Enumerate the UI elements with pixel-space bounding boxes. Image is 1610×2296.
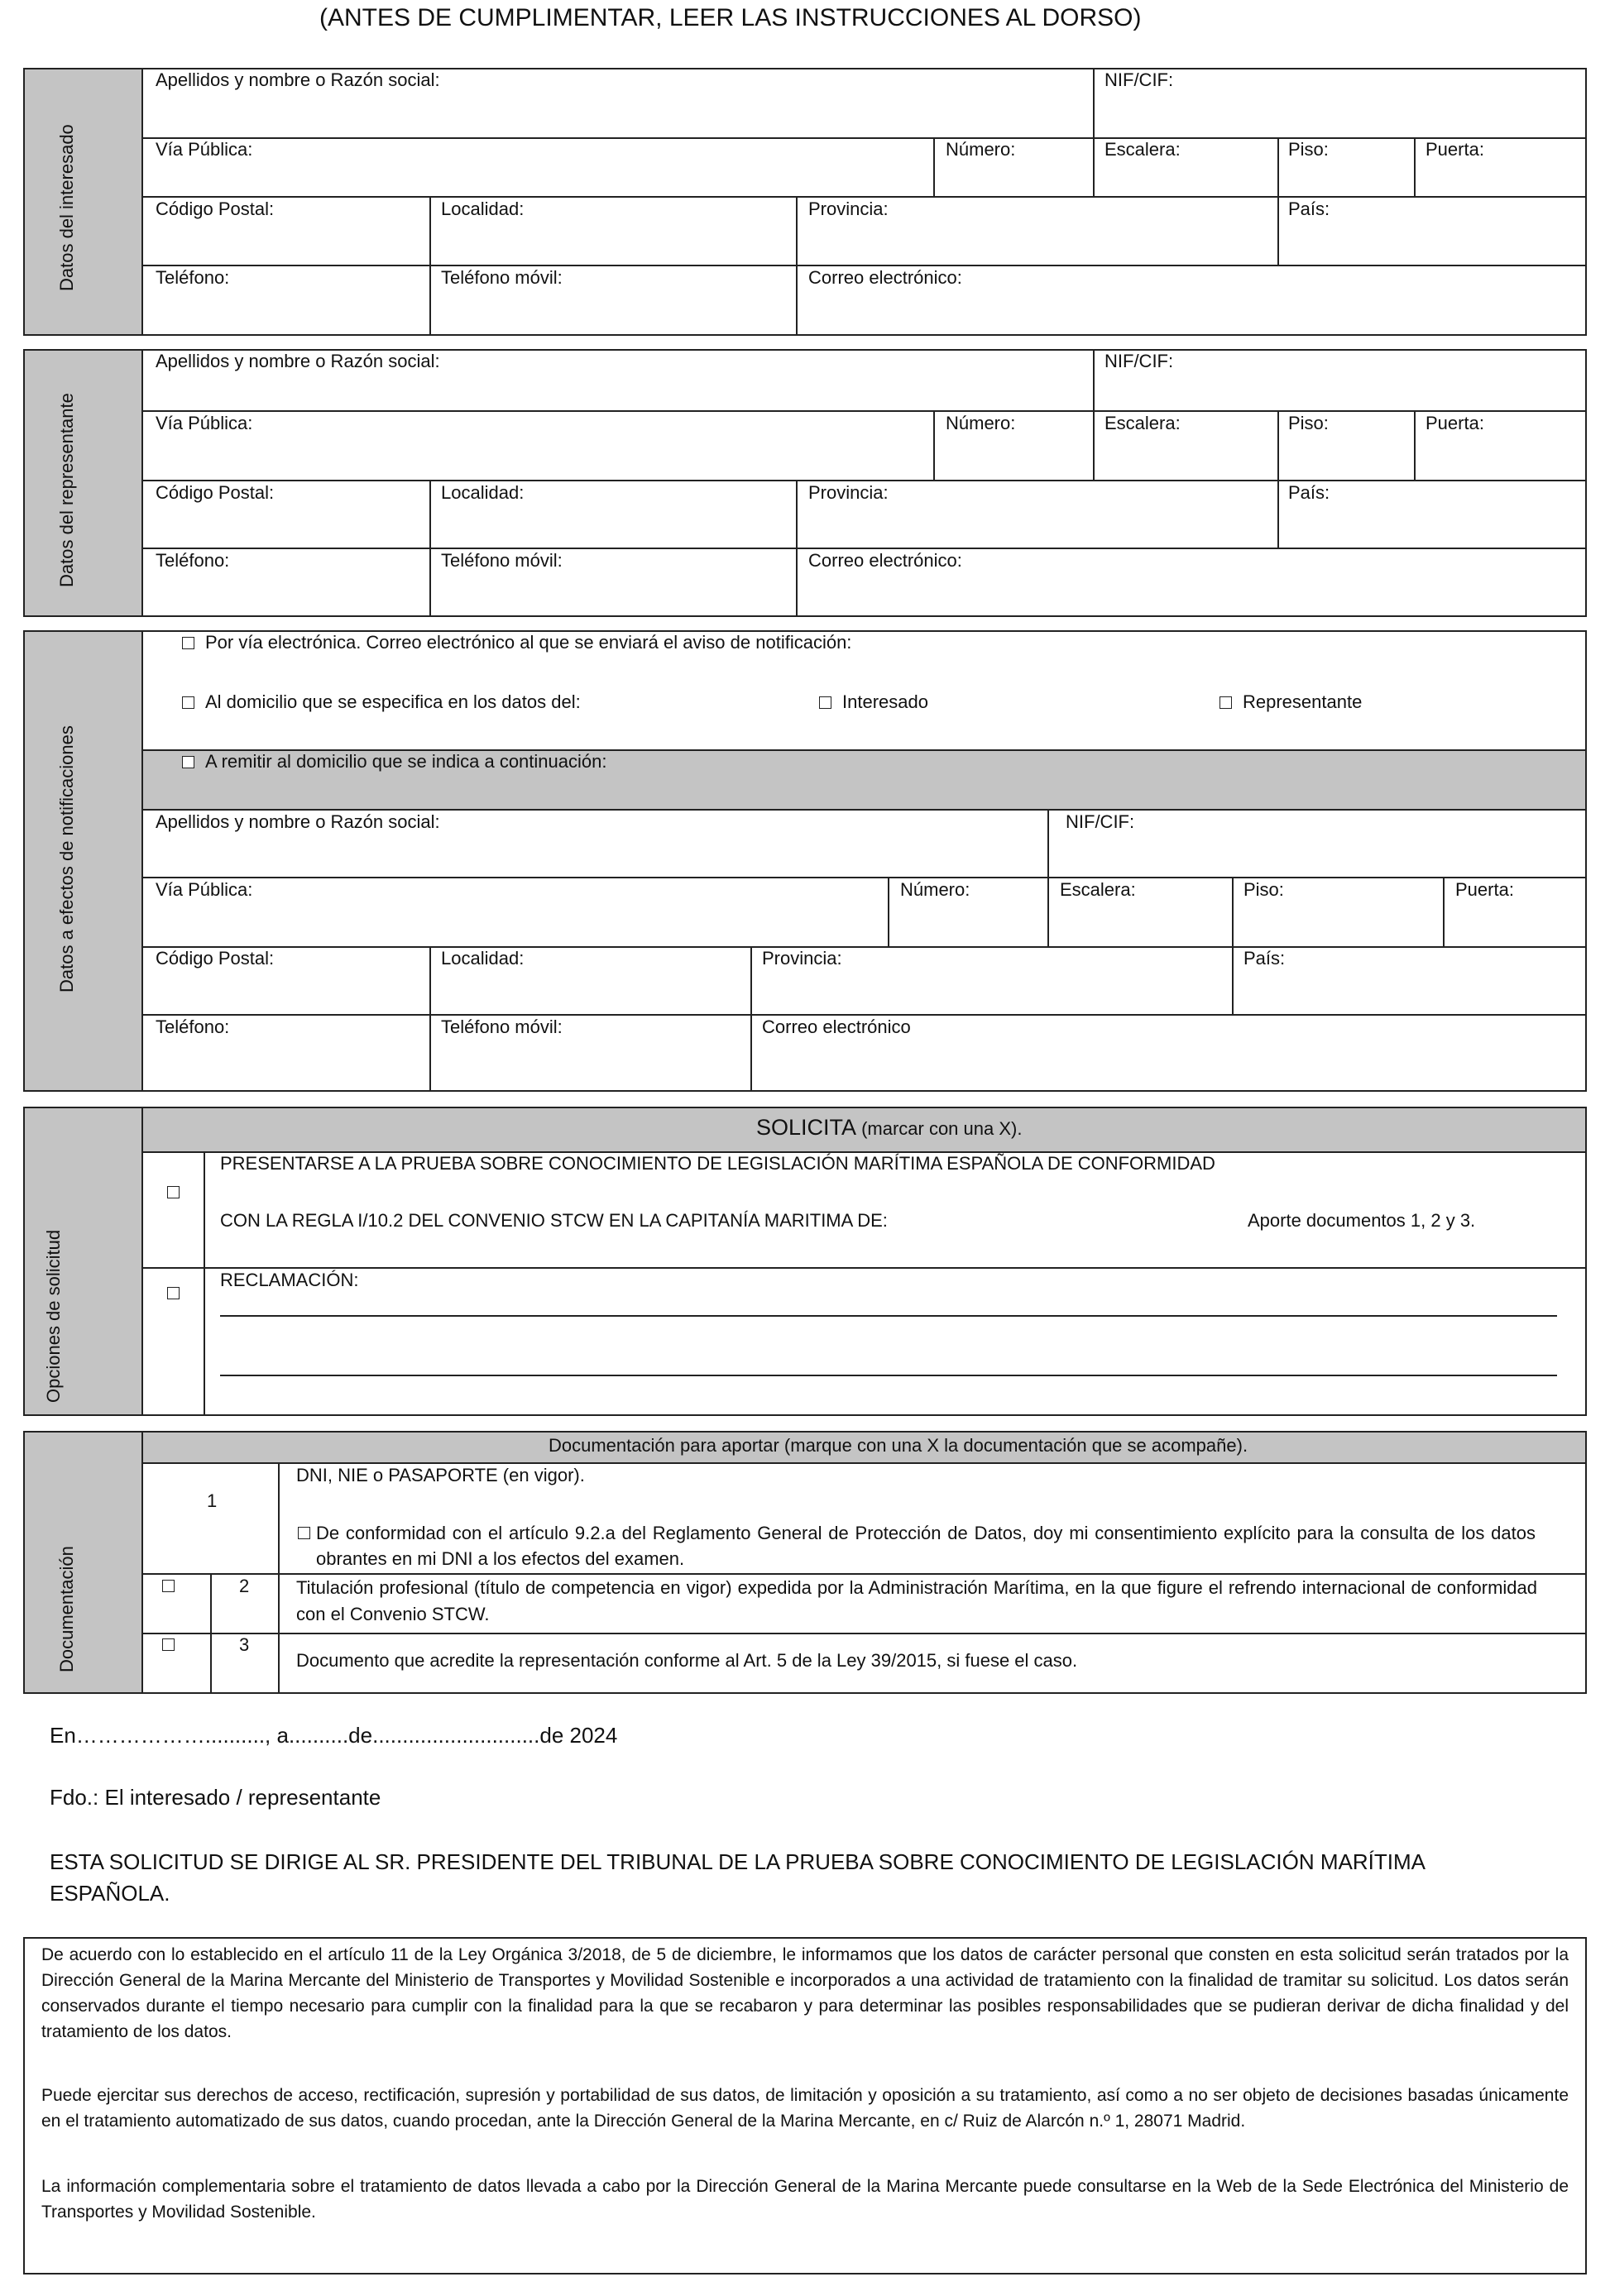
representante-nombre-label: Apellidos y nombre o Razón social:: [156, 351, 440, 371]
section-label-notificaciones: Datos a efectos de notificaciones: [56, 725, 77, 993]
notif-escalera-label: Escalera:: [1060, 879, 1136, 900]
notif-domicilio-checkbox[interactable]: [182, 696, 194, 709]
notif-movil-label: Teléfono móvil:: [441, 1016, 563, 1037]
solicitud-destinatario: ESTA SOLICITUD SE DIRIGE AL SR. PRESIDENTE DEL TRIBUNAL DE LA PRUEBA SOBRE CONOCIMIENTO DE LEGISLACIÓN MARÍTIMA ESPAÑOLA.: [50, 1849, 1425, 1906]
section-label-opciones: Opciones de solicitud: [43, 1229, 64, 1403]
doc-1-number: 1: [207, 1490, 218, 1511]
privacy-paragraph-1: De acuerdo con lo establecido en el artículo 11 de la Ley Orgánica 3/2018, de 5 de diciembre, le informamos que los datos de carácter personal que consten en esta solicitud serán tratados por la Dirección General de la Marina Mercante del Ministerio de Transportes y Movilidad Sostenible e incorporados a una actividad de tratamiento con la finalidad de tramitar su solicitud. Los datos serán conservados durante el tiempo necesario para cumplir con la finalidad para la que se recabaron y para determinar las posibles responsabilidades que se pudieran derivar de dicha finalidad y del tratamiento de los datos.: [41, 1945, 1569, 2041]
notif-electronica-label: Por vía electrónica. Correo electrónico al que se enviará el aviso de notificación:: [205, 632, 852, 653]
opcion-presentarse-checkbox[interactable]: [167, 1186, 180, 1198]
notif-interesado-label: Interesado: [842, 691, 928, 712]
opcion-reclamacion-checkbox[interactable]: [167, 1287, 180, 1299]
opcion-presentarse-line2: CON LA REGLA I/10.2 DEL CONVENIO STCW EN LA CAPITANÍA MARITIMA DE:: [220, 1210, 888, 1231]
interesado-provincia-label: Provincia:: [808, 199, 889, 219]
section-label-interesado: Datos del interesado: [56, 124, 77, 291]
notif-interesado-checkbox[interactable]: [819, 696, 831, 709]
notif-representante-label: Representante: [1243, 691, 1363, 712]
reclamacion-line-1[interactable]: [220, 1315, 1557, 1317]
notif-provincia-label: Provincia:: [762, 948, 842, 969]
notif-electronica-checkbox[interactable]: [182, 637, 194, 649]
interesado-nif-label: NIF/CIF:: [1104, 69, 1174, 90]
notif-cp-label: Código Postal:: [156, 948, 275, 969]
doc-1-text: DNI, NIE o PASAPORTE (en vigor).: [296, 1465, 585, 1485]
notif-domicilio-label: Al domicilio que se especifica en los datos del:: [205, 691, 581, 712]
notif-puerta-label: Puerta:: [1455, 879, 1514, 900]
fecha-line[interactable]: En……………….........., a..........de............................de 2024: [50, 1723, 618, 1748]
interesado-puerta-label: Puerta:: [1426, 139, 1484, 160]
notif-pais-label: País:: [1243, 948, 1286, 969]
doc-1-consent-checkbox[interactable]: [298, 1527, 310, 1539]
documentacion-header: Documentación para aportar (marque con una X la documentación que se acompañe).: [549, 1435, 1248, 1456]
interesado-nombre-label: Apellidos y nombre o Razón social:: [156, 69, 440, 90]
representante-movil-label: Teléfono móvil:: [441, 550, 563, 571]
solicita-title: SOLICITA: [756, 1115, 855, 1140]
reclamacion-line-2[interactable]: [220, 1375, 1557, 1376]
notif-piso-label: Piso:: [1243, 879, 1284, 900]
representante-cp-label: Código Postal:: [156, 482, 275, 503]
representante-numero-label: Número:: [946, 413, 1016, 433]
representante-telefono-label: Teléfono:: [156, 550, 230, 571]
section-label-representante: Datos del representante: [56, 393, 77, 587]
notif-nif-label: NIF/CIF:: [1066, 811, 1135, 832]
privacy-paragraph-3: La información complementaria sobre el tratamiento de datos llevada a cabo por la Dirección General de la Marina Mercante puede consultarse en la Web de la Sede Electrónica del Ministerio de Transportes y Movilidad Sostenible.: [41, 2177, 1569, 2222]
interesado-pais-label: País:: [1288, 199, 1330, 219]
doc-2-number: 2: [239, 1576, 250, 1596]
notif-remitir-checkbox[interactable]: [182, 756, 194, 768]
section-label-documentacion: Documentación: [56, 1546, 77, 1672]
doc-2-checkbox[interactable]: [162, 1580, 175, 1592]
representante-via-label: Vía Pública:: [156, 413, 253, 433]
form-header: (ANTES DE CUMPLIMENTAR, LEER LAS INSTRUCCIONES AL DORSO): [319, 4, 1142, 31]
interesado-localidad-label: Localidad:: [441, 199, 525, 219]
interesado-escalera-label: Escalera:: [1104, 139, 1181, 160]
firma-line: Fdo.: El interesado / representante: [50, 1785, 381, 1810]
notif-via-label: Vía Pública:: [156, 879, 253, 900]
opcion-reclamacion-label: RECLAMACIÓN:: [220, 1270, 359, 1290]
opcion-presentarse-docs: Aporte documentos 1, 2 y 3.: [1248, 1210, 1476, 1231]
solicita-heading: [756, 1113, 1022, 1143]
privacy-paragraph-2: Puede ejercitar sus derechos de acceso, rectificación, supresión y portabilidad de sus datos, de limitación y oposición a su tratamiento, así como a no ser objeto de decisiones basadas únicamente en el tratamiento automatizado de sus datos, cuando procedan, ante la Dirección General de la Marina Mercante, en c/ Ruiz de Alarcón n.º 1, 28071 Madrid.: [41, 2086, 1569, 2131]
notif-localidad-label: Localidad:: [441, 948, 525, 969]
notif-correo-label: Correo electrónico: [762, 1016, 911, 1037]
doc-1-consent-text: De conformidad con el artículo 9.2.a del Reglamento General de Protección de Datos, doy mi consentimiento explícito para la consulta de los datos obrantes en mi DNI a los efectos del examen.: [316, 1523, 1536, 1569]
doc-3-text: Documento que acredite la representación conforme al Art. 5 de la Ley 39/2015, si fuese el caso.: [296, 1650, 1078, 1671]
notif-numero-label: Número:: [900, 879, 970, 900]
interesado-telefono-label: Teléfono:: [156, 267, 230, 288]
representante-provincia-label: Provincia:: [808, 482, 889, 503]
doc-3-number: 3: [239, 1634, 250, 1655]
interesado-numero-label: Número:: [946, 139, 1016, 160]
representante-correo-label: Correo electrónico:: [808, 550, 962, 571]
notif-nombre-label: Apellidos y nombre o Razón social:: [156, 811, 440, 832]
representante-nif-label: NIF/CIF:: [1104, 351, 1174, 371]
solicita-hint: (marcar con una X).: [861, 1118, 1023, 1139]
representante-puerta-label: Puerta:: [1426, 413, 1484, 433]
doc-2-text: Titulación profesional (título de competencia en vigor) expedida por la Administración Marítima, en la que figure el refrendo internacional de conformidad con el Convenio STCW.: [296, 1577, 1537, 1624]
representante-pais-label: País:: [1288, 482, 1330, 503]
doc-3-checkbox[interactable]: [162, 1638, 175, 1651]
notif-telefono-label: Teléfono:: [156, 1016, 230, 1037]
notif-representante-checkbox[interactable]: [1219, 696, 1232, 709]
representante-piso-label: Piso:: [1288, 413, 1329, 433]
interesado-piso-label: Piso:: [1288, 139, 1329, 160]
interesado-cp-label: Código Postal:: [156, 199, 275, 219]
representante-escalera-label: Escalera:: [1104, 413, 1181, 433]
opcion-presentarse-line1: PRESENTARSE A LA PRUEBA SOBRE CONOCIMIENTO DE LEGISLACIÓN MARÍTIMA ESPAÑOLA DE CONFORMIDAD: [220, 1153, 1215, 1174]
interesado-correo-label: Correo electrónico:: [808, 267, 962, 288]
interesado-via-label: Vía Pública:: [156, 139, 253, 160]
notif-remitir-label: A remitir al domicilio que se indica a continuación:: [205, 751, 607, 772]
interesado-movil-label: Teléfono móvil:: [441, 267, 563, 288]
representante-localidad-label: Localidad:: [441, 482, 525, 503]
